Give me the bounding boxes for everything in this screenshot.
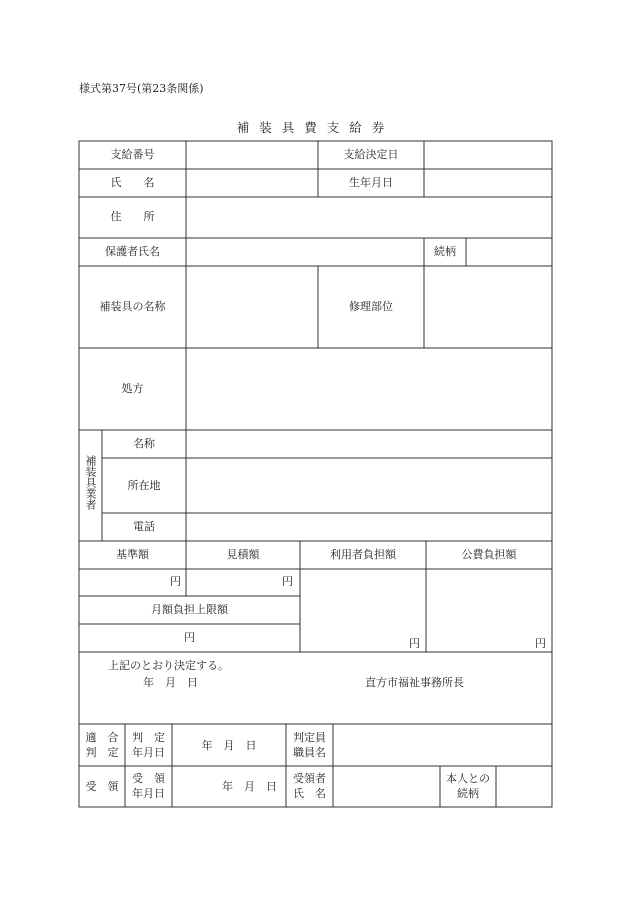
vendor-location-field[interactable] <box>187 459 551 512</box>
recipient-name-field[interactable] <box>334 767 439 806</box>
name-label: 氏 名 <box>110 176 155 189</box>
estimate-amount-yen: 円 <box>282 575 293 588</box>
relationship-label: 続柄 <box>434 245 456 258</box>
vendor-name-field[interactable] <box>187 431 551 457</box>
judgment-date-value[interactable]: 年 月 日 <box>201 739 257 752</box>
judge-name-label-line1: 判定員 <box>293 731 326 744</box>
receipt-date-value[interactable]: 年 月 日 <box>222 780 277 793</box>
relation-field[interactable] <box>497 767 551 806</box>
recipient-name-label-line2: 氏 名 <box>293 787 326 800</box>
public-burden-yen: 円 <box>535 637 546 650</box>
judgment-label: 判 定 <box>85 746 119 759</box>
judgment-date-label-line1: 判 定 <box>132 731 165 744</box>
judge-name-label-line2: 職員名 <box>293 746 326 759</box>
vendor-group-label: 補装具業者 <box>84 455 97 510</box>
payment-decision-date-field[interactable] <box>425 142 551 168</box>
user-burden-field[interactable] <box>301 570 425 651</box>
conformity-label: 適 合 <box>85 731 119 744</box>
vendor-phone-label: 電話 <box>133 520 155 533</box>
vendor-phone-field[interactable] <box>187 514 551 540</box>
public-burden-field[interactable] <box>427 570 551 651</box>
relation-label-line1: 本人との <box>446 772 490 785</box>
repair-part-field[interactable] <box>425 267 551 347</box>
decision-issuer: 直方市福祉事務所長 <box>365 676 464 689</box>
guardian-name-label: 保護者氏名 <box>105 245 160 258</box>
user-burden-yen: 円 <box>409 637 420 650</box>
device-name-field[interactable] <box>187 267 317 347</box>
address-field[interactable] <box>187 198 551 237</box>
vendor-name-label: 名称 <box>133 437 155 450</box>
decision-date: 年 月 日 <box>143 676 198 689</box>
monthly-cap-yen: 円 <box>184 631 195 644</box>
decision-statement: 上記のとおり決定する。 <box>108 659 229 672</box>
form-number-label: 様式第37号(第23条関係) <box>79 82 204 95</box>
judge-name-field[interactable] <box>334 725 551 765</box>
name-field[interactable] <box>187 170 317 196</box>
vendor-location-label: 所在地 <box>127 479 161 492</box>
repair-part-label: 修理部位 <box>349 300 393 313</box>
address-label: 住 所 <box>110 210 155 223</box>
document-title: 補装具費支給券 <box>236 120 395 135</box>
receipt-label: 受 領 <box>85 780 119 793</box>
judgment-date-label-line2: 年月日 <box>132 746 165 759</box>
birth-date-field[interactable] <box>425 170 551 196</box>
relation-label-line2: 続柄 <box>457 787 479 800</box>
device-name-label: 補装具の名称 <box>99 300 166 313</box>
recipient-name-label-line1: 受領者 <box>293 772 326 785</box>
public-burden-label: 公費負担額 <box>461 548 517 561</box>
estimate-amount-label: 見積額 <box>226 548 260 561</box>
standard-amount-label: 基準額 <box>116 548 149 561</box>
birth-date-label: 生年月日 <box>349 176 393 189</box>
receipt-date-label-line1: 受 領 <box>132 772 165 785</box>
standard-amount-yen: 円 <box>170 575 181 588</box>
receipt-date-label-line2: 年月日 <box>132 787 165 800</box>
payment-number-field[interactable] <box>187 142 317 168</box>
prescription-label: 処方 <box>121 382 144 395</box>
payment-number-label: 支給番号 <box>110 148 155 161</box>
payment-decision-date-label: 支給決定日 <box>343 148 399 161</box>
prescription-field[interactable] <box>187 349 551 429</box>
guardian-name-field[interactable] <box>187 239 423 265</box>
user-burden-label: 利用者負担額 <box>330 548 396 561</box>
monthly-cap-label: 月額負担上限額 <box>151 603 228 616</box>
relationship-field[interactable] <box>467 239 551 265</box>
